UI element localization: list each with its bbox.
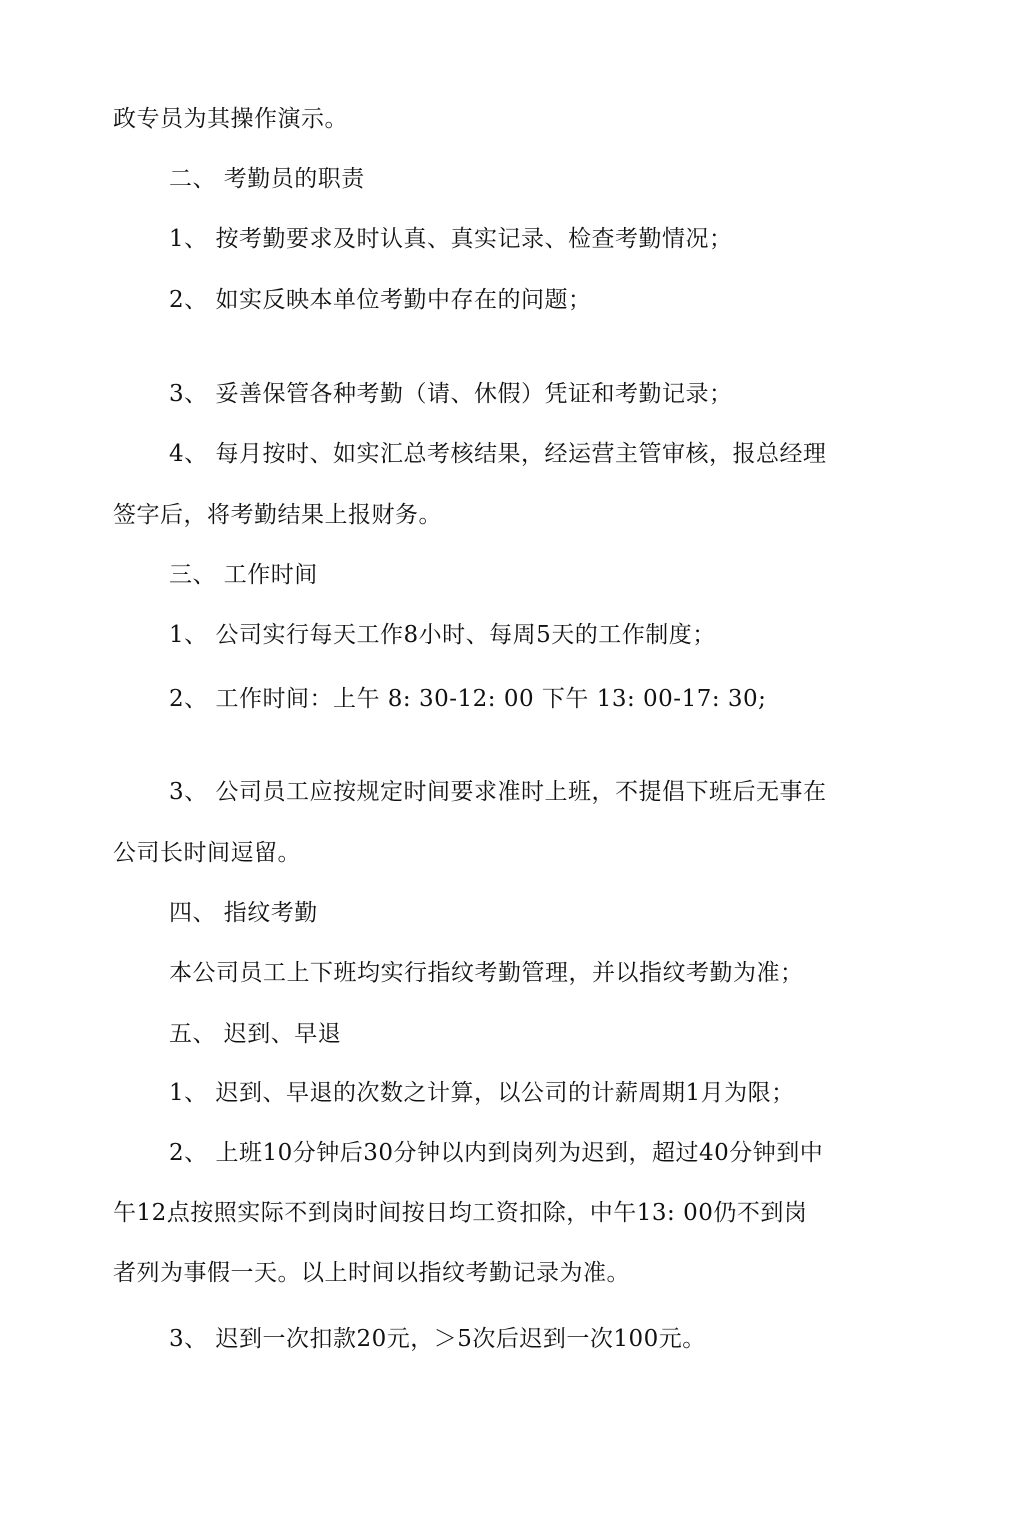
paragraph-line: 本公司员工上下班均实行指纹考勤管理，并以指纹考勤为准； [169,960,804,986]
list-item: 3、 迟到一次扣款20元，＞5次后迟到一次100元。 [169,1326,706,1352]
list-item: 3、 公司员工应按规定时间要求准时上班，不提倡下班后无事在 [169,779,827,805]
section-heading: 五、 迟到、早退 [169,1021,342,1047]
section-heading: 三、 工作时间 [169,562,318,588]
list-item: 1、 迟到、早退的次数之计算，以公司的计薪周期1月为限； [169,1080,795,1106]
paragraph-line: 政专员为其操作演示。 [113,106,348,132]
list-item: 2、 如实反映本单位考勤中存在的问题； [169,287,592,313]
paragraph-line: 签字后，将考勤结果上报财务。 [113,502,442,528]
list-item: 3、 妥善保管各种考勤（请、休假）凭证和考勤记录； [169,381,733,407]
list-item: 2、 工作时间：上午 8: 30-12: 00 下午 13: 00-17: 30; [169,686,767,712]
list-item: 1、 按考勤要求及时认真、真实记录、检查考勤情况； [169,226,733,252]
list-item: 1、 公司实行每天工作8小时、每周5天的工作制度； [169,622,716,648]
paragraph-line: 者列为事假一天。以上时间以指纹考勤记录为准。 [113,1260,630,1286]
paragraph-line: 公司长时间逗留。 [113,840,301,866]
section-heading: 四、 指纹考勤 [169,900,318,926]
list-item: 2、 上班10分钟后30分钟以内到岗列为迟到，超过40分钟到中 [169,1140,824,1166]
list-item: 4、 每月按时、如实汇总考核结果，经运营主管审核，报总经理 [169,441,827,467]
paragraph-line: 午12点按照实际不到岗时间按日均工资扣除，中午13: 00仍不到岗 [113,1200,808,1226]
section-heading: 二、 考勤员的职责 [169,166,365,192]
